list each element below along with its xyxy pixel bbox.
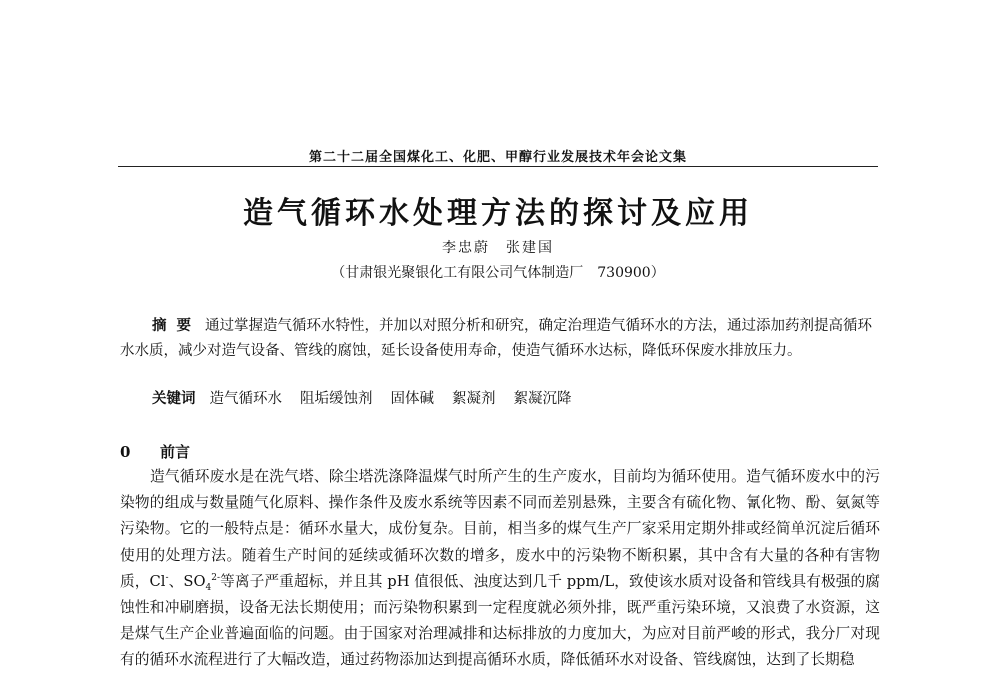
abstract-text: 通过掌握造气循环水特性，并加以对照分析和研究，确定治理造气循环水的方法，通过添加药剂提高循环水水质，减少对造气设备、管线的腐蚀，延长设备使用寿命，使造气循环水达标，降低环保废水排放压力。 xyxy=(120,318,872,359)
keywords-label: 关键词 xyxy=(152,390,196,407)
body-text-part2: 等离子严重超标，并且其 pH 值很低、浊度达到几千 ppm/L，致使该水质对设备和管线具有极强的腐蚀性和冲刷磨损，设备无法长期使用；而污染物积累到一定程度就必须外排，既严重污染环境，又浪费了水资源，这是煤气生产企业普遍面临的问题。由于国家对治理减排和达标排放的力度加大，为应对目前严峻的形式，我分厂对现有的循环水流程进行了大幅改造，通过药物添加达到提高循环水质，降低循环水对设备、管线腐蚀，达到了长期稳 xyxy=(120,572,880,669)
running-header: 第二十二届全国煤化工、化肥、甲醇行业发展技术年会论文集 xyxy=(308,150,687,165)
sulfate-ion: SO xyxy=(183,572,206,590)
article-title: 造气循环水处理方法的探讨及应用 xyxy=(243,196,753,231)
keyword-item: 阻垢缓蚀剂 xyxy=(300,391,373,407)
section-title: 前言 xyxy=(160,443,191,461)
article-affiliation: （甘肃银光聚银化工有限公司气体制造厂 730900） xyxy=(331,265,665,281)
body-text-part1: 造气循环废水是在洗气塔、除尘塔洗涤降温煤气时所产生的生产废水，目前均为循环使用。造气循环废水中的污染物的组成与数量随气化原料、操作条件及废水系统等因素不同而差别悬殊，主要含有硫化物、氰化物、酚、氨氮等污染物。它的一般特点是：循环水量大，成份复杂。目前，相当多的煤气生产厂家采用定期外排或经简单沉淀后循环使用的处理方法。随着生产时间的延续或循环次数的增多，废水中的污染物不断积累，其中含有大量的各种有害物质， xyxy=(120,468,880,590)
keyword-item: 造气循环水 xyxy=(209,391,282,407)
sulfate-subscript: 4 xyxy=(205,582,212,593)
sulfate-charge: 2- xyxy=(211,572,221,583)
keyword-item: 絮凝剂 xyxy=(452,391,496,407)
ion-separator: 、 xyxy=(168,572,184,590)
chloride-ion: Cl xyxy=(149,572,166,590)
chloride-charge: - xyxy=(165,572,169,583)
abstract xyxy=(120,313,880,364)
article-authors: 李忠蔚 张建国 xyxy=(442,240,554,256)
keywords xyxy=(120,388,880,410)
header-rule xyxy=(118,166,878,167)
section-number: 0 xyxy=(120,443,131,461)
body-paragraph xyxy=(120,464,880,674)
keyword-item: 絮凝沉降 xyxy=(513,391,572,407)
keyword-item: 固体碱 xyxy=(390,391,434,407)
section-heading xyxy=(120,442,880,462)
abstract-label: 摘要 xyxy=(152,317,201,334)
